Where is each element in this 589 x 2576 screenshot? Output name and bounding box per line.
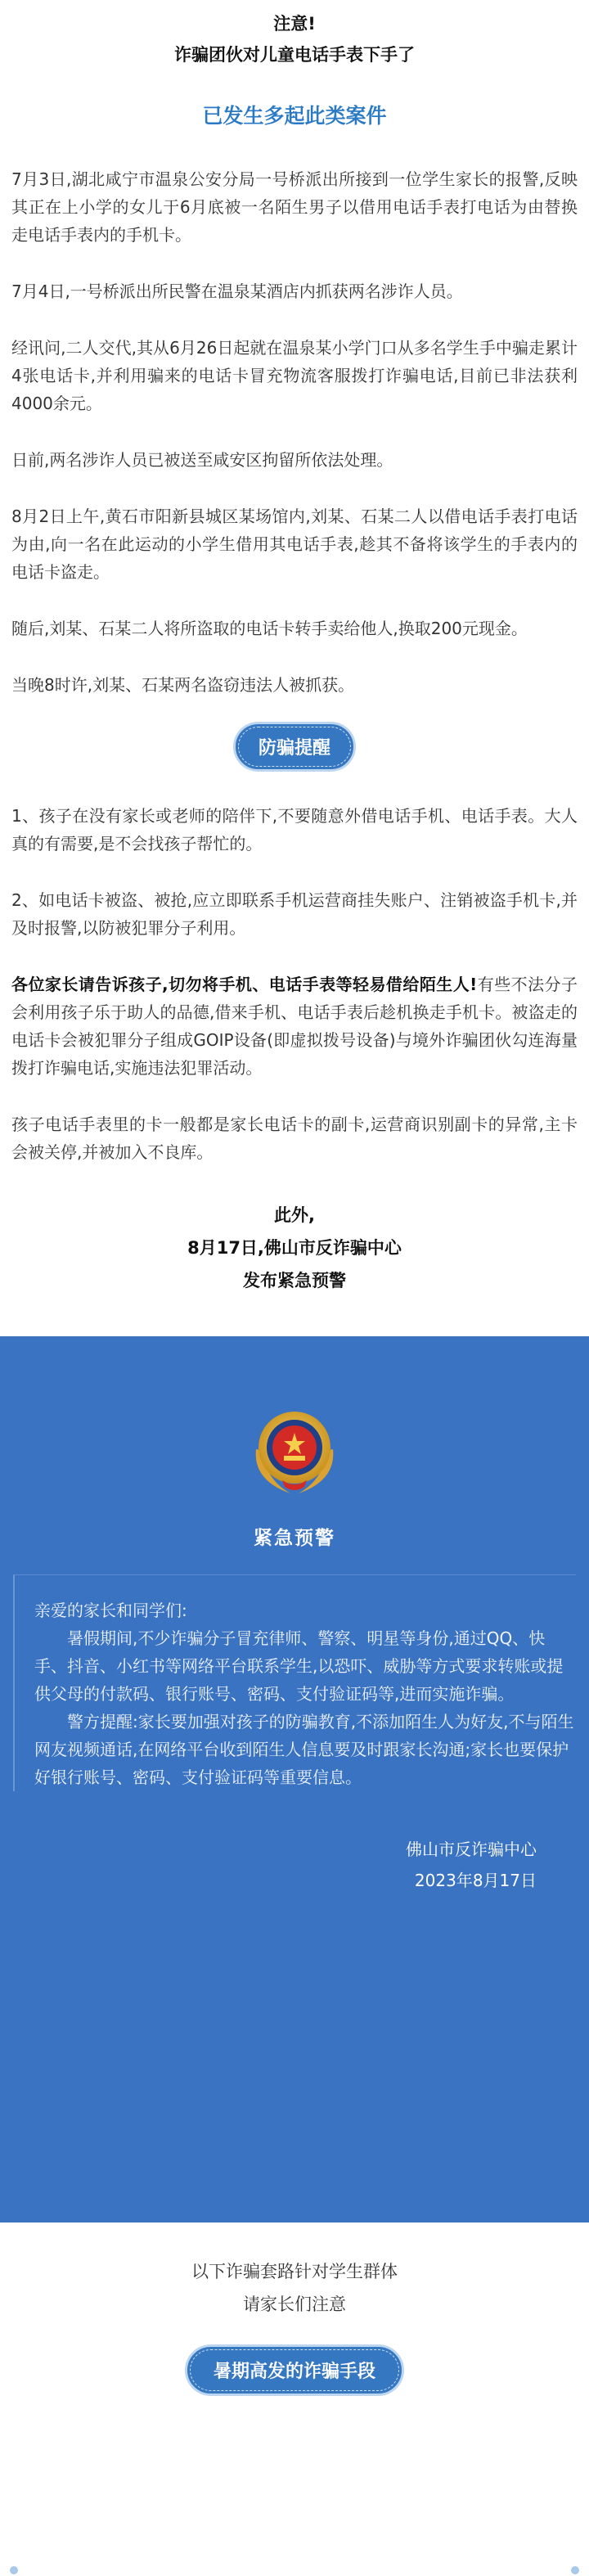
bottom-right-dot-icon — [571, 2566, 579, 2574]
summer-scams-pill-label: 暑期高发的诈骗手段 — [190, 2349, 399, 2391]
fraud-tips-pill — [236, 724, 353, 769]
alert-message-box — [13, 1574, 576, 1791]
signoff-line-2: 8月17日,佛山市反诈骗中心 — [187, 1238, 402, 1258]
parent-warning — [0, 971, 589, 1082]
fraud-tips-pill-label: 防骗提醒 — [238, 727, 351, 767]
bottom-left-dot-icon — [10, 2566, 18, 2574]
emergency-alert-panel — [0, 1336, 589, 2222]
paragraph-6: 随后,刘某、石某二人将所盗取的电话卡转手卖给他人,换取200元现金。 — [11, 619, 528, 638]
tip-2: 2、如电话卡被盗、被抢,应立即联系手机运营商挂失账户、注销被盗手机卡,并及时报警,以防被犯罪分子利用。 — [11, 890, 578, 938]
alert-sign-date: 2023年8月17日 — [414, 1871, 537, 1890]
bottom-line-2: 请家长们注意 — [243, 2295, 346, 2314]
notice-line-2: 诈骗团伙对儿童电话手表下手了 — [174, 45, 415, 65]
summer-scams-pill — [187, 2347, 402, 2394]
alert-body-1: 暑假期间,不少诈骗分子冒充律师、警察、明星等身份,通过QQ、快手、抖音、小红书等网络平台联系学生,以恐吓、威胁等方式要求转账或提供父母的付款码、银行账号、密码、支付验证码等,进而实施诈骗。 — [34, 1628, 564, 1704]
bottom-notice — [0, 2255, 589, 2321]
alert-greeting: 亲爱的家长和同学们: — [34, 1601, 187, 1620]
police-emblem-icon — [241, 1402, 348, 1500]
paragraph-4: 日前,两名涉诈人员已被送至咸安区拘留所依法处理。 — [11, 450, 393, 470]
parent-warning-rest: 有些不法分子会利用孩子乐于助人的品德,借来手机、电话手表后趁机换走手机卡。被盗走的电话卡会被犯罪分子组成GOIP设备(即虚拟拨号设备)与境外诈骗团伙勾连海量拨打诈骗电话,实施违法犯罪活动。 — [11, 975, 578, 1078]
paragraph-7: 当晚8时许,刘某、石某两名盗窃违法人被抓获。 — [11, 675, 355, 695]
fraud-tips-pill-wrap — [0, 699, 589, 769]
summer-scams-pill-wrap — [0, 2321, 589, 2394]
paragraph-3: 经讯问,二人交代,其从6月26日起就在温泉某小学门口从多名学生手中骗走累计4张电话卡,并利用骗来的电话卡冒充物流客服拨打诈骗电话,目前已非法获利4000余元。 — [11, 338, 578, 413]
alert-title: 紧急预警 — [254, 1528, 335, 1549]
bottom-line-1: 以下诈骗套路针对学生群体 — [191, 2262, 398, 2281]
notice-line-1: 注意! — [273, 14, 316, 34]
bottom-decoration — [0, 2566, 589, 2576]
notice-header — [0, 0, 589, 70]
alert-signature — [0, 1834, 589, 1896]
signoff-line-3: 发布紧急预警 — [243, 1271, 346, 1290]
signoff-line-1: 此外, — [274, 1205, 315, 1225]
tip-1: 1、孩子在没有家长或老师的陪伴下,不要随意外借电话手机、电话手表。大人真的有需要,是不会找孩子帮忙的。 — [11, 806, 578, 853]
paragraph-5: 8月2日上午,黄石市阳新县城区某场馆内,刘某、石某二人以借电话手表打电话为由,向一名在此运动的小学生借用其电话手表,趁其不备将该学生的手表内的电话卡盗走。 — [11, 507, 578, 582]
alert-body-2: 警方提醒:家长要加强对孩子的防骗教育,不添加陌生人为好友,不与陌生网友视频通话,在网络平台收到陌生人信息要及时跟家长沟通;家长也要保护好银行账号、密码、支付验证码等重要信息。 — [34, 1712, 574, 1787]
parent-warning-bold: 各位家长请告诉孩子,切勿将手机、电话手表等轻易借给陌生人! — [11, 975, 478, 994]
alert-sign-org: 佛山市反诈骗中心 — [406, 1840, 537, 1859]
paragraph-1: 7月3日,湖北咸宁市温泉公安分局一号桥派出所接到一位学生家长的报警,反映其正在上小学的女儿于6月底被一名陌生男子以借用电话手表打电话为由替换走电话手表内的手机卡。 — [11, 169, 578, 245]
subhead: 已发生多起此类案件 — [202, 104, 387, 128]
signoff — [0, 1199, 589, 1297]
sub-card-note: 孩子电话手表里的卡一般都是家长电话卡的副卡,运营商识别副卡的异常,主卡会被关停,并被加入不良库。 — [11, 1115, 578, 1162]
paragraph-2: 7月4日,一号桥派出所民警在温泉某酒店内抓获两名涉诈人员。 — [11, 281, 463, 301]
